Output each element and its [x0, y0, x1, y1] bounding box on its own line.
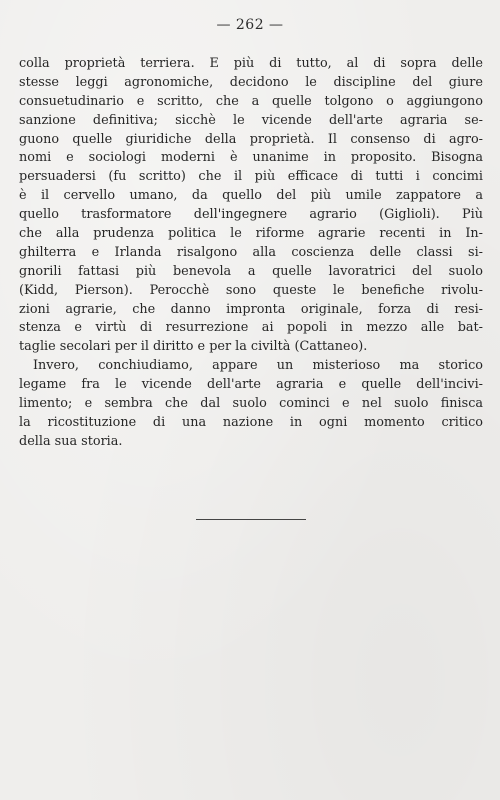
text-line: zioni agrarie, che danno impronta originale, forza di resi-: [19, 301, 483, 317]
text-line: (Kidd, Pierson). Perocchè sono queste le benefiche rivolu-: [19, 282, 483, 298]
text-line: colla proprietà terriera. E più di tutto, al di sopra delle: [19, 56, 483, 71]
text-line: persuadersi (fu scritto) che il più efficace di tutti i concimi: [19, 169, 483, 185]
text-line: consuetudinario e scritto, che a quelle tolgono o aggiungono: [19, 93, 483, 109]
text-line: guono quelle giuridiche della proprietà. Il consenso di agro-: [19, 131, 483, 147]
text-line: quello trasformatore dell'ingegnere agrario (Giglioli). Più: [19, 207, 483, 223]
text-line: stesse leggi agronomiche, decidono le discipline del giure: [19, 74, 483, 90]
text-line: limento; e sembra che dal suolo cominci e nel suolo finisca: [19, 396, 483, 412]
text-line: taglie secolari per il diritto e per la civiltà (Cattaneo).: [19, 339, 368, 355]
text-line: legame fra le vicende dell'arte agraria e quelle dell'incivi-: [19, 377, 483, 393]
text-line: è il cervello umano, da quello del più umile zappatore a: [19, 188, 483, 204]
body-text: [19, 55, 483, 452]
text-line: la ricostituzione di una nazione in ogni momento critico: [19, 414, 483, 430]
text-line: Invero, conchiudiamo, appare un misterioso ma storico: [33, 358, 483, 374]
text-line: gnorili fattasi più benevola a quelle lavoratrici del suolo: [19, 263, 483, 279]
page-number: — 262 —: [216, 17, 284, 33]
text-line: che alla prudenza politica le riforme agrarie recenti in In-: [19, 226, 483, 242]
text-line: sanzione definitiva; sicchè le vicende dell'arte agraria se-: [19, 112, 483, 128]
text-line: della sua storia.: [19, 433, 123, 449]
text-line: ghilterra e Irlanda risalgono alla coscienza delle classi si-: [19, 244, 483, 260]
text-line: nomi e sociologi moderni è unanime in proposito. Bisogna: [19, 150, 483, 166]
text-line: stenza e virtù di resurrezione ai popoli in mezzo alle bat-: [19, 320, 483, 336]
section-divider: [196, 519, 306, 520]
